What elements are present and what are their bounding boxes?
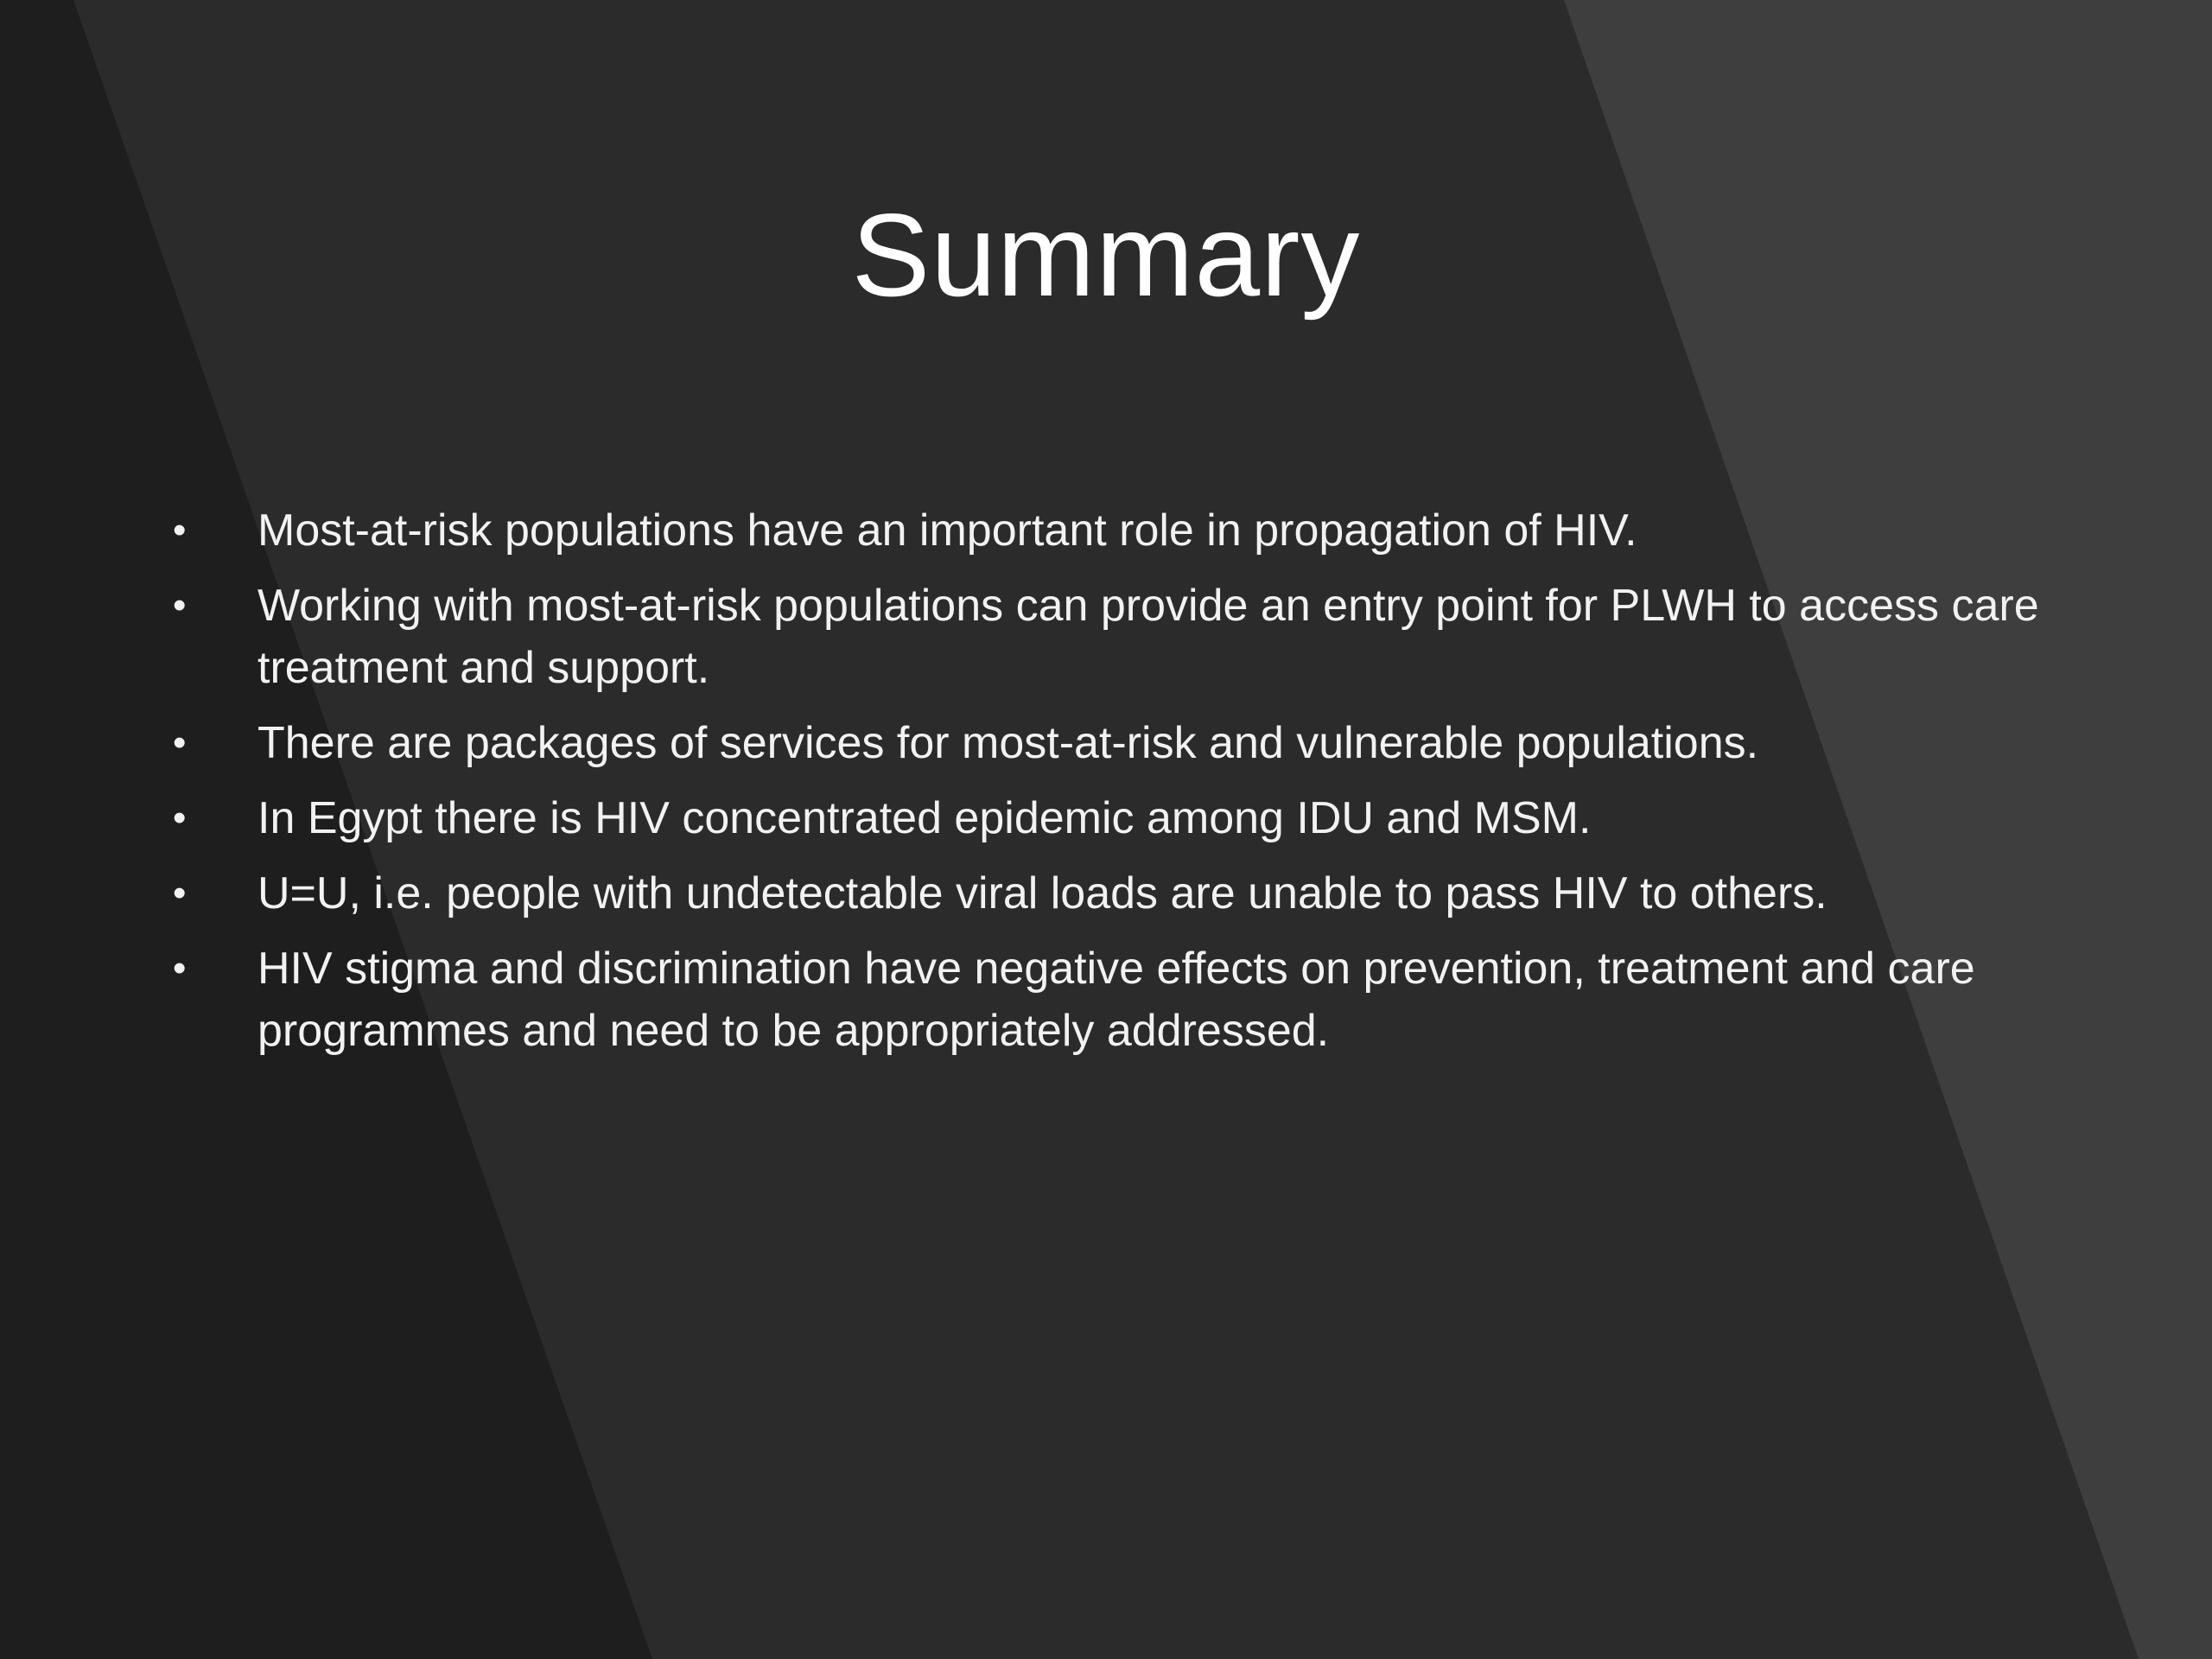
bullet-text: U=U, i.e. people with undetectable viral loads are unable to pass HIV to others.: [257, 868, 1827, 918]
bullet-dot-icon: •: [173, 872, 187, 914]
bullet-item: [164, 862, 2048, 925]
bullet-text: Most-at-risk populations have an important role in propagation of HIV.: [257, 505, 1637, 556]
bullet-item: [164, 787, 2048, 849]
bullet-text: HIV stigma and discrimination have negative effects on prevention, treatment and care programmes and need to be appropriately addressed.: [257, 944, 1975, 1056]
bullet-dot-icon: •: [173, 947, 187, 989]
bullet-dot-icon: •: [173, 509, 187, 551]
bullet-text: In Egypt there is HIV concentrated epidemic among IDU and MSM.: [257, 793, 1592, 843]
bullet-list: [164, 499, 2048, 1075]
bullet-dot-icon: •: [173, 584, 187, 626]
bullet-item: [164, 575, 2048, 699]
bullet-text: There are packages of services for most-at-risk and vulnerable populations.: [257, 718, 1759, 768]
bullet-dot-icon: •: [173, 721, 187, 764]
bullet-item: [164, 938, 2048, 1062]
slide-title: Summary: [851, 189, 1361, 321]
bullet-item: [164, 712, 2048, 774]
bullet-item: [164, 499, 2048, 562]
bullet-dot-icon: •: [173, 797, 187, 839]
bullet-text: Working with most-at-risk populations can provide an entry point for PLWH to access care treatment and support.: [257, 581, 2039, 693]
